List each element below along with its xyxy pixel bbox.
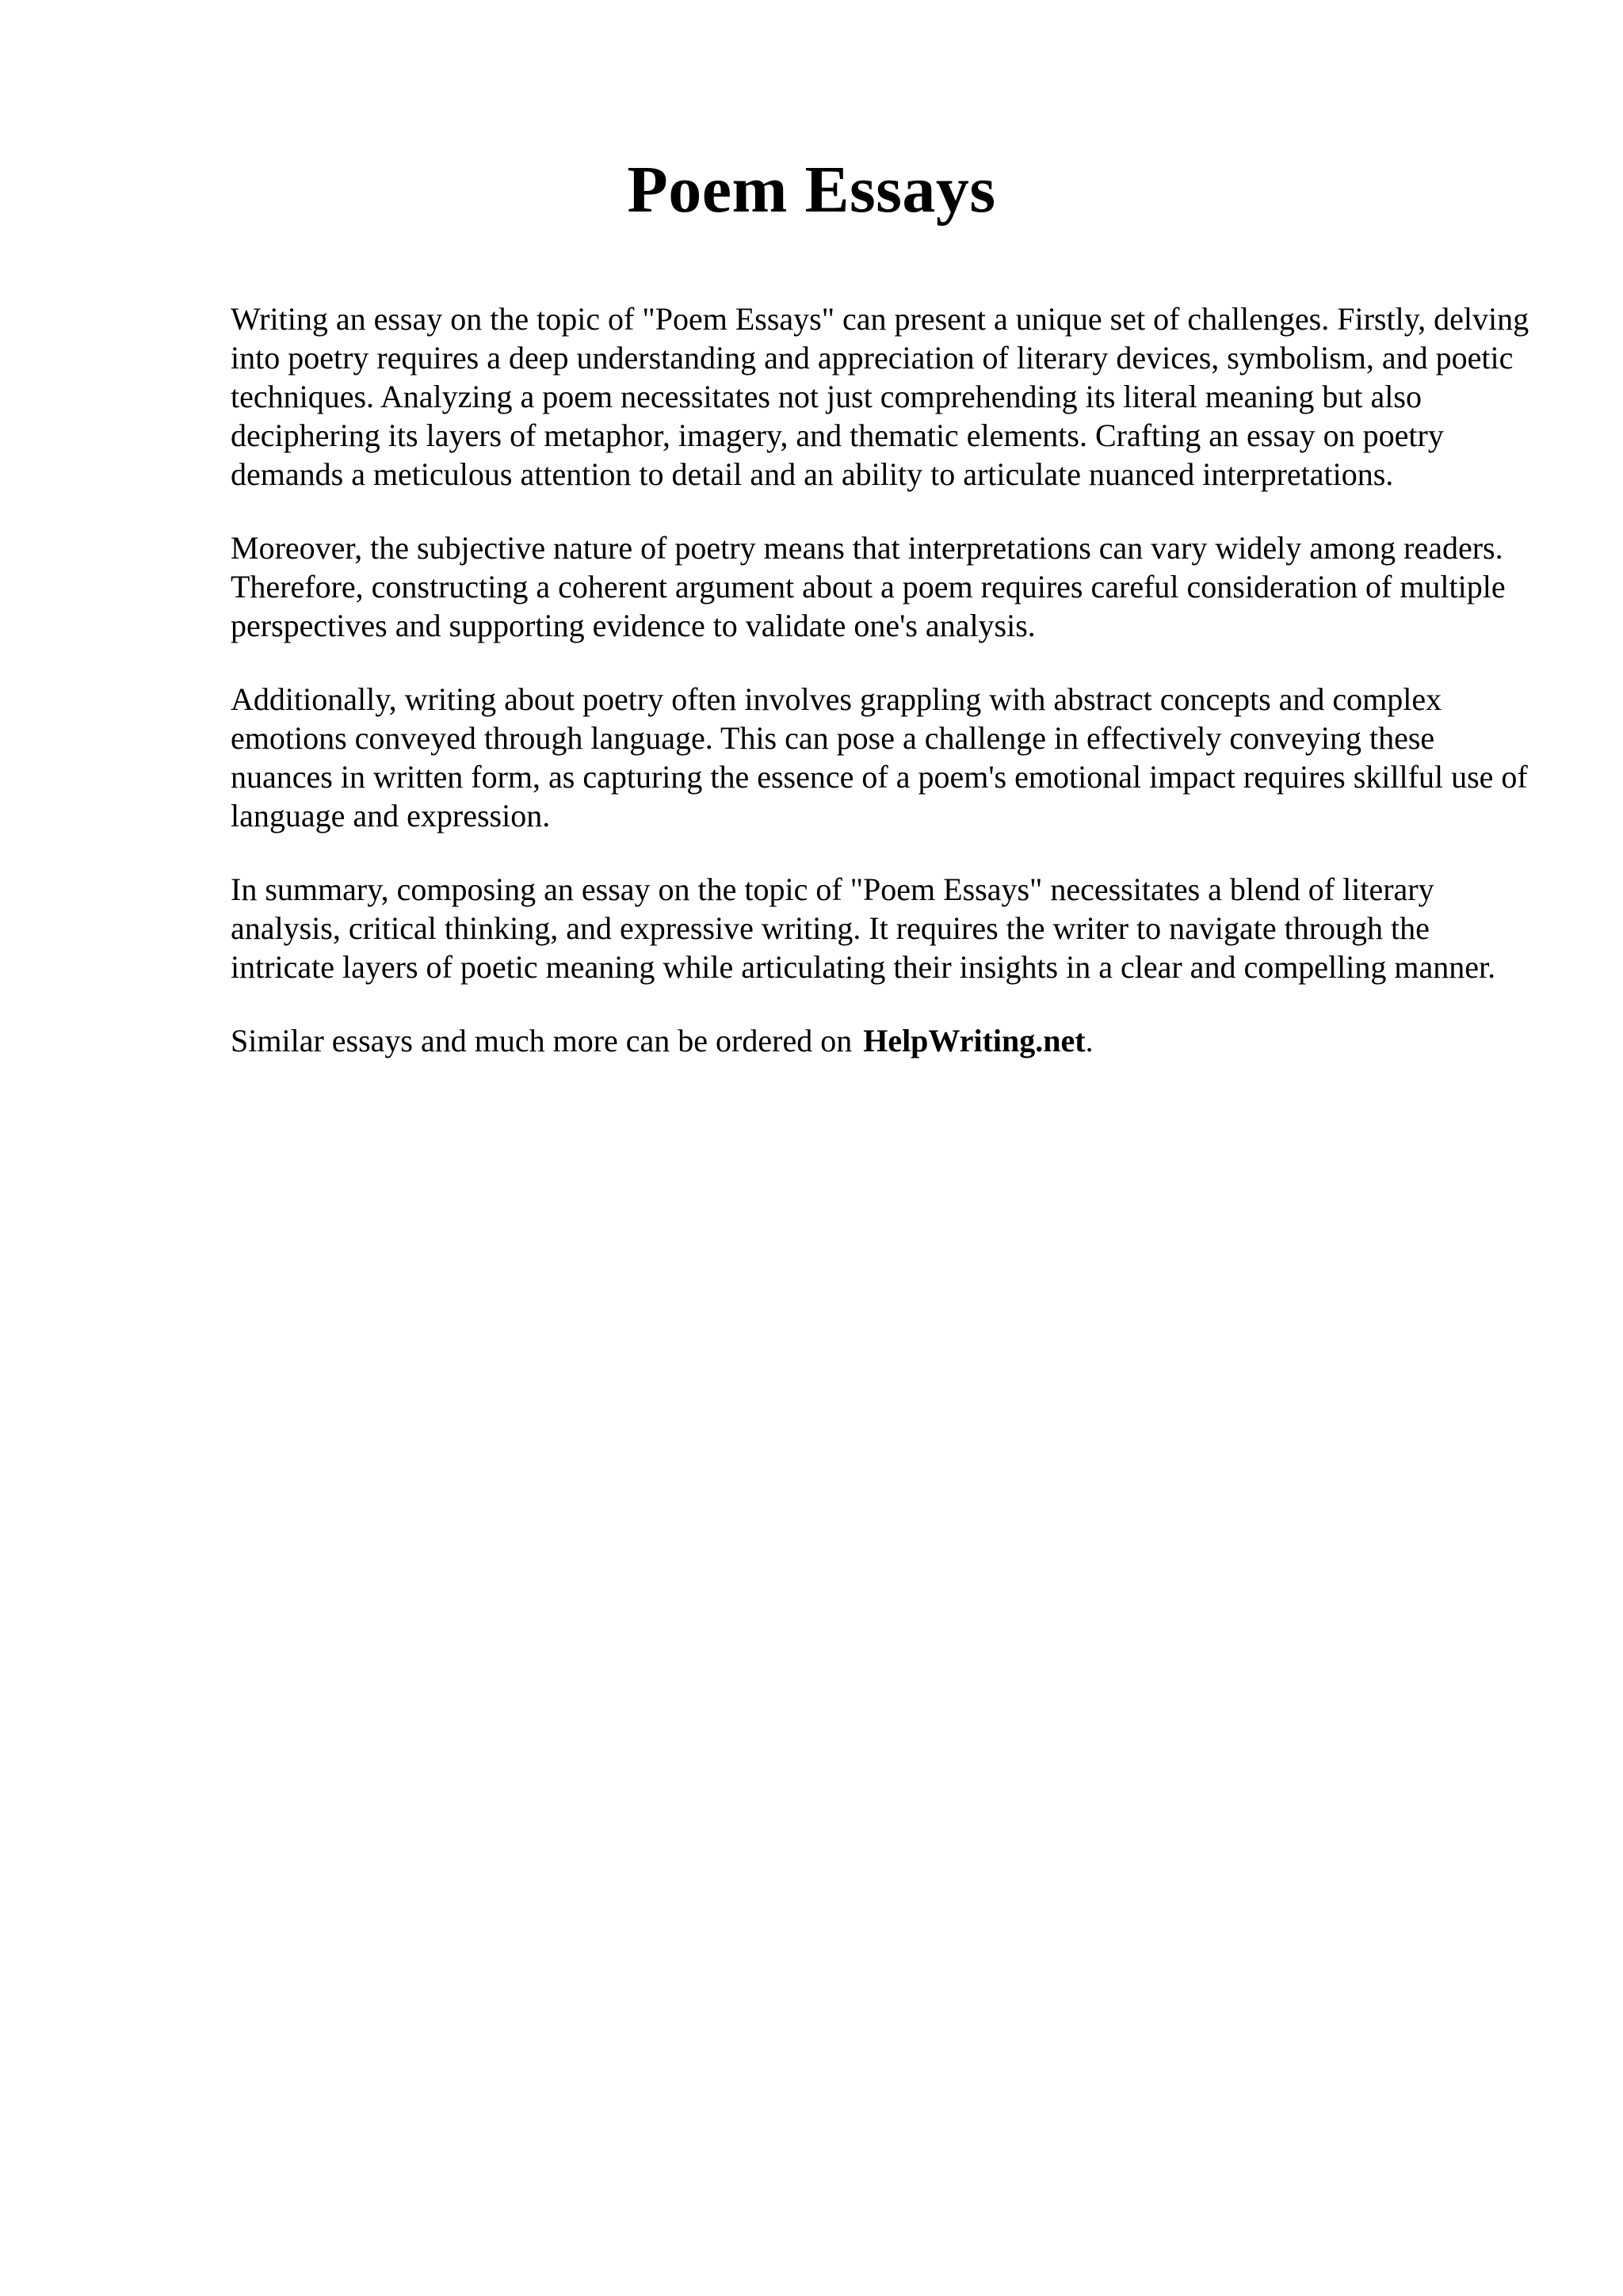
page-title: Poem Essays bbox=[627, 153, 996, 227]
paragraph-2: Moreover, the subjective nature of poetry means that interpretations can vary widely among readers. Therefore, constructing a coherent argument about a poem requires careful consideration of multiple perspectives and supporting evidence to validate one's analysis. bbox=[231, 530, 1506, 643]
paragraph-4: In summary, composing an essay on the topic of "Poem Essays" necessitates a blend of literary analysis, critical thinking, and expressive writing. It requires the writer to navigate through the intricate layers of poetic meaning while articulating their insights in a clear and compelling manner. bbox=[231, 871, 1496, 985]
paragraph-1: Writing an essay on the topic of "Poem Essays" can present a unique set of challenges. Firstly, delving into poetry requires a deep understanding and appreciation of literary devices, symbolism, and poetic techniques. Analyzing a poem necessitates not just comprehending its literal meaning but also deciphering its layers of metaphor, imagery, and thematic elements. Crafting an essay on poetry demands a meticulous attention to detail and an ability to articulate nuanced interpretations. bbox=[231, 301, 1529, 492]
closing-prefix: Similar essays and much more can be ordered on bbox=[231, 1023, 853, 1058]
paragraph-3: Additionally, writing about poetry often involves grappling with abstract concepts and complex emotions conveyed through language. This can pose a challenge in effectively conveying these nuances in written form, as capturing the essence of a poem's emotional impact requires skillful use of language and expression. bbox=[231, 681, 1528, 833]
essay-body bbox=[231, 299, 1530, 1060]
closing-line bbox=[231, 1021, 1530, 1060]
closing-suffix: . bbox=[1085, 1023, 1094, 1058]
helpwriting-link[interactable]: HelpWriting.net bbox=[863, 1023, 1086, 1058]
